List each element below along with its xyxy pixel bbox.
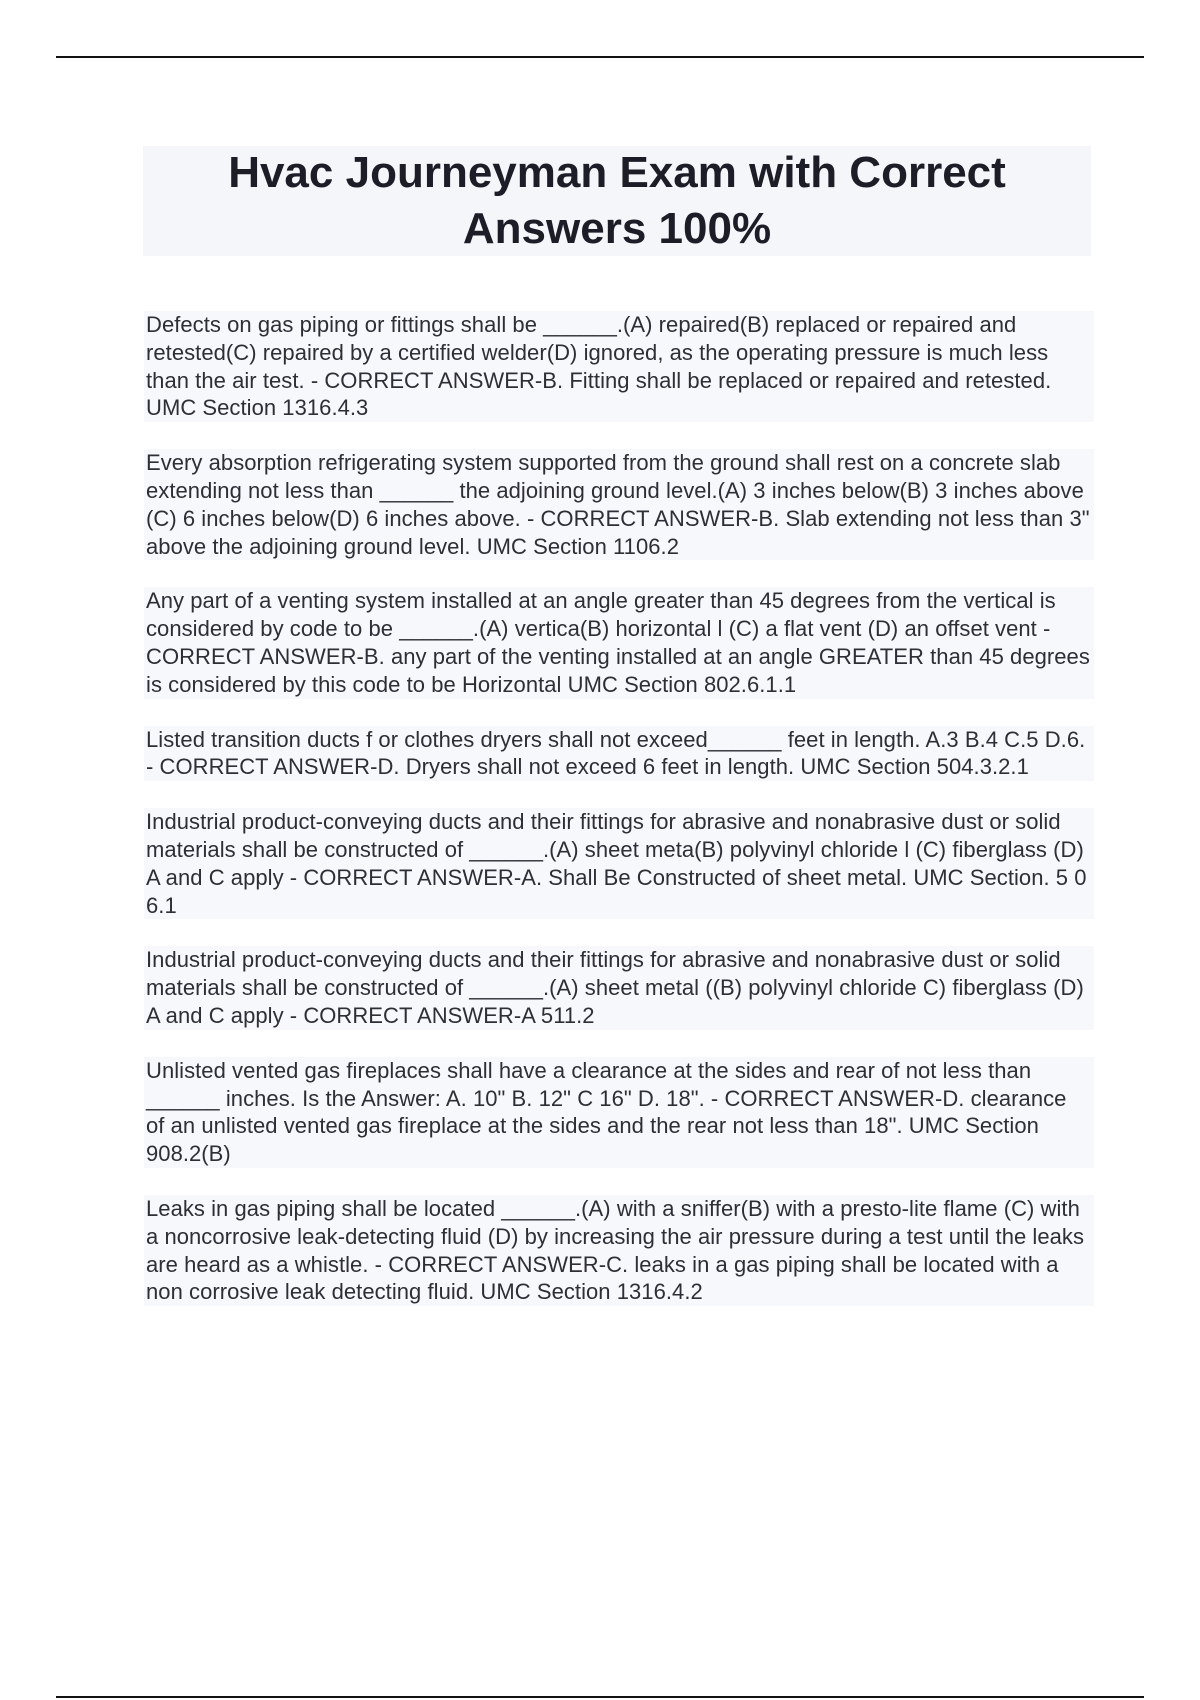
question-answer-item: Listed transition ducts f or clothes dryers shall not exceed______ feet in length. A.3 B.4 C.5 D.6. - CORRECT ANSWER-D. Dryers shall not exceed 6 feet in length. UMC Section 504.3.2.1	[144, 726, 1094, 782]
bottom-rule	[56, 1696, 1144, 1698]
question-answer-item: Defects on gas piping or fittings shall be ______.(A) repaired(B) replaced or repaired and retested(C) repaired by a certified welder(D) ignored, as the operating pressure is much less than the air test. - CORRECT ANSWER-B. Fitting shall be replaced or repaired and retested. UMC Section 1316.4.3	[144, 311, 1094, 422]
title-block	[143, 146, 1091, 256]
page-title: Hvac Journeyman Exam with Correct Answers 100%	[228, 148, 1006, 253]
question-answer-item: Every absorption refrigerating system supported from the ground shall rest on a concrete slab extending not less than ______ the adjoining ground level.(A) 3 inches below(B) 3 inches above (C) 6 inches below(D) 6 inches above. - CORRECT ANSWER-B. Slab extending not less than 3" above the adjoining ground level. UMC Section 1106.2	[144, 449, 1094, 560]
question-answer-item: Industrial product-conveying ducts and their fittings for abrasive and nonabrasive dust or solid materials shall be constructed of ______.(A) sheet metal ((B) polyvinyl chloride C) fiberglass (D) A and C apply - CORRECT ANSWER-A 511.2	[144, 946, 1094, 1029]
question-answer-item: Any part of a venting system installed at an angle greater than 45 degrees from the vertical is considered by code to be ______.(A) vertica(B) horizontal l (C) a flat vent (D) an offset vent - CORRECT ANSWER-B. any part of the venting installed at an angle GREATER than 45 degrees is considered by this code to be Horizontal UMC Section 802.6.1.1	[144, 587, 1094, 698]
question-answer-item: Industrial product-conveying ducts and their fittings for abrasive and nonabrasive dust or solid materials shall be constructed of ______.(A) sheet meta(B) polyvinyl chloride l (C) fiberglass (D) A and C apply - CORRECT ANSWER-A. Shall Be Constructed of sheet metal. UMC Section. 5 0 6.1	[144, 808, 1094, 919]
top-rule	[56, 56, 1144, 58]
question-list	[144, 311, 1094, 1333]
question-answer-item: Leaks in gas piping shall be located ______.(A) with a sniffer(B) with a presto-lite flame (C) with a noncorrosive leak-detecting fluid (D) by increasing the air pressure during a test until the leaks are heard as a whistle. - CORRECT ANSWER-C. leaks in a gas piping shall be located with a non corrosive leak detecting fluid. UMC Section 1316.4.2	[144, 1195, 1094, 1306]
question-answer-item: Unlisted vented gas fireplaces shall have a clearance at the sides and rear of not less than ______ inches. Is the Answer: A. 10" B. 12" C 16" D. 18". - CORRECT ANSWER-D. clearance of an unlisted vented gas fireplace at the sides and the rear not less than 18". UMC Section 908.2(B)	[144, 1057, 1094, 1168]
